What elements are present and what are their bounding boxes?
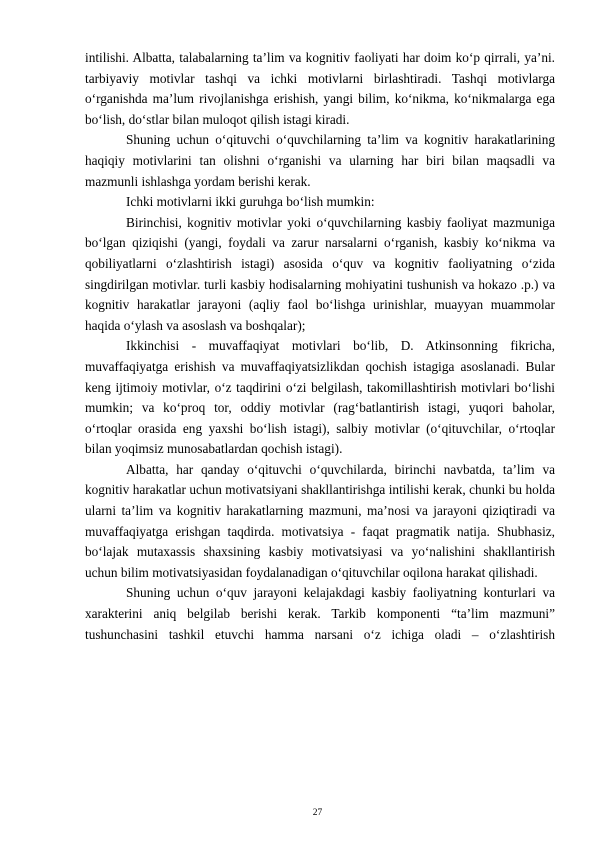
paragraph-4: Birinchisi, kognitiv motivlar yoki o‘quvchilarning kasbiy faoliyat mazmuniga bo‘lgan qiziqishi (yangi, foydali va zarur narsalarni o‘rganish, kasbiy ko‘nikma va qobiliyatlarni o‘zlashtirish istagi) asosida o‘quv va kognitiv faoliyatning o‘zida singdirilgan motivlar. turli kasbiy hodisalarning mohiyatini tushunish va hokazo .p.) va kognitiv harakatlar jarayoni (aqliy faol bo‘lishga urinishlar, muayyan muammolar haqida o‘ylash va asoslash va boshqalar); [85,214,555,333]
paragraph-2: Shuning uchun o‘qituvchi o‘quvchilarning ta’lim va kognitiv harakatlarining haqiqiy motivlarini tan olishni o‘rganishi va ularning har biri bilan maqsadli va mazmunli ishlashga yordam berishi kerak. [85,132,555,189]
paragraph-1: intilishi. Albatta, talabalarning ta’lim va kognitiv faoliyati har doim ko‘p qirrali, ya’ni. tarbiyaviy motivlar tashqi va ichki motivlarni birlashtiradi. Tashqi motivlarga o‘rganishda ma’lum rivojlanishga erishish, yangi bilim, ko‘nikma, ko‘nikmalarga ega bo‘lish, do‘stlar bilan muloqot qilish istagi kiradi. [85,50,555,127]
paragraph-5: Ikkinchisi - muvaffaqiyat motivlari bo‘lib, D. Atkinsonning fikricha, muvaffaqiyatga erishish va muvaffaqiyatsizlikdan qochish istagiga asoslanadi. Bular keng ijtimoiy motivlar, o‘z taqdirini o‘zi belgilash, takomillashtirish motivlari bo‘lishi mumkin; va ko‘proq tor, oddiy motivlar (rag‘batlantirish istagi, yuqori baholar, o‘rtoqlar orasida eng yaxshi bo‘lish istagi), salbiy motivlar (o‘qituvchilar, o‘rtoqlar bilan yoqimsiz munosabatlardan qochish istagi). [85,338,555,457]
paragraph-3: Ichki motivlarni ikki guruhga bo‘lish mumkin: [126,194,375,210]
paragraph-6: Albatta, har qanday o‘qituvchi o‘quvchilarda, birinchi navbatda, ta’lim va kognitiv harakatlar uchun motivatsiyani shakllantirishga intilishi kerak, chunki bu holda ularni ta’lim va kognitiv harakatlarning mazmuni, ma’nosi va jarayoni qiziqtiradi va muvaffaqiyatga erishgan taqdirda. motivatsiya - faqat pragmatik natija. Shubhasiz, bo‘lajak mutaxassis shaxsining kasbiy motivatsiyasi va yo‘nalishini shakllantirish uchun bilim motivatsiyasidan foydalanadigan o‘qituvchilar oqilona harakat qilishadi. [85,461,555,580]
page-number: 27 [312,808,323,818]
page-body [85,48,555,645]
paragraph-7: Shuning uchun o‘quv jarayoni kelajakdagi kasbiy faoliyatning konturlari va xarakterini aniq belgilab berishi kerak. Tarkib komponenti “ta’lim mazmuni” tushunchasini tashkil etuvchi hamma narsani o‘z ichiga oladi – o‘zlashtirish [85,585,555,642]
